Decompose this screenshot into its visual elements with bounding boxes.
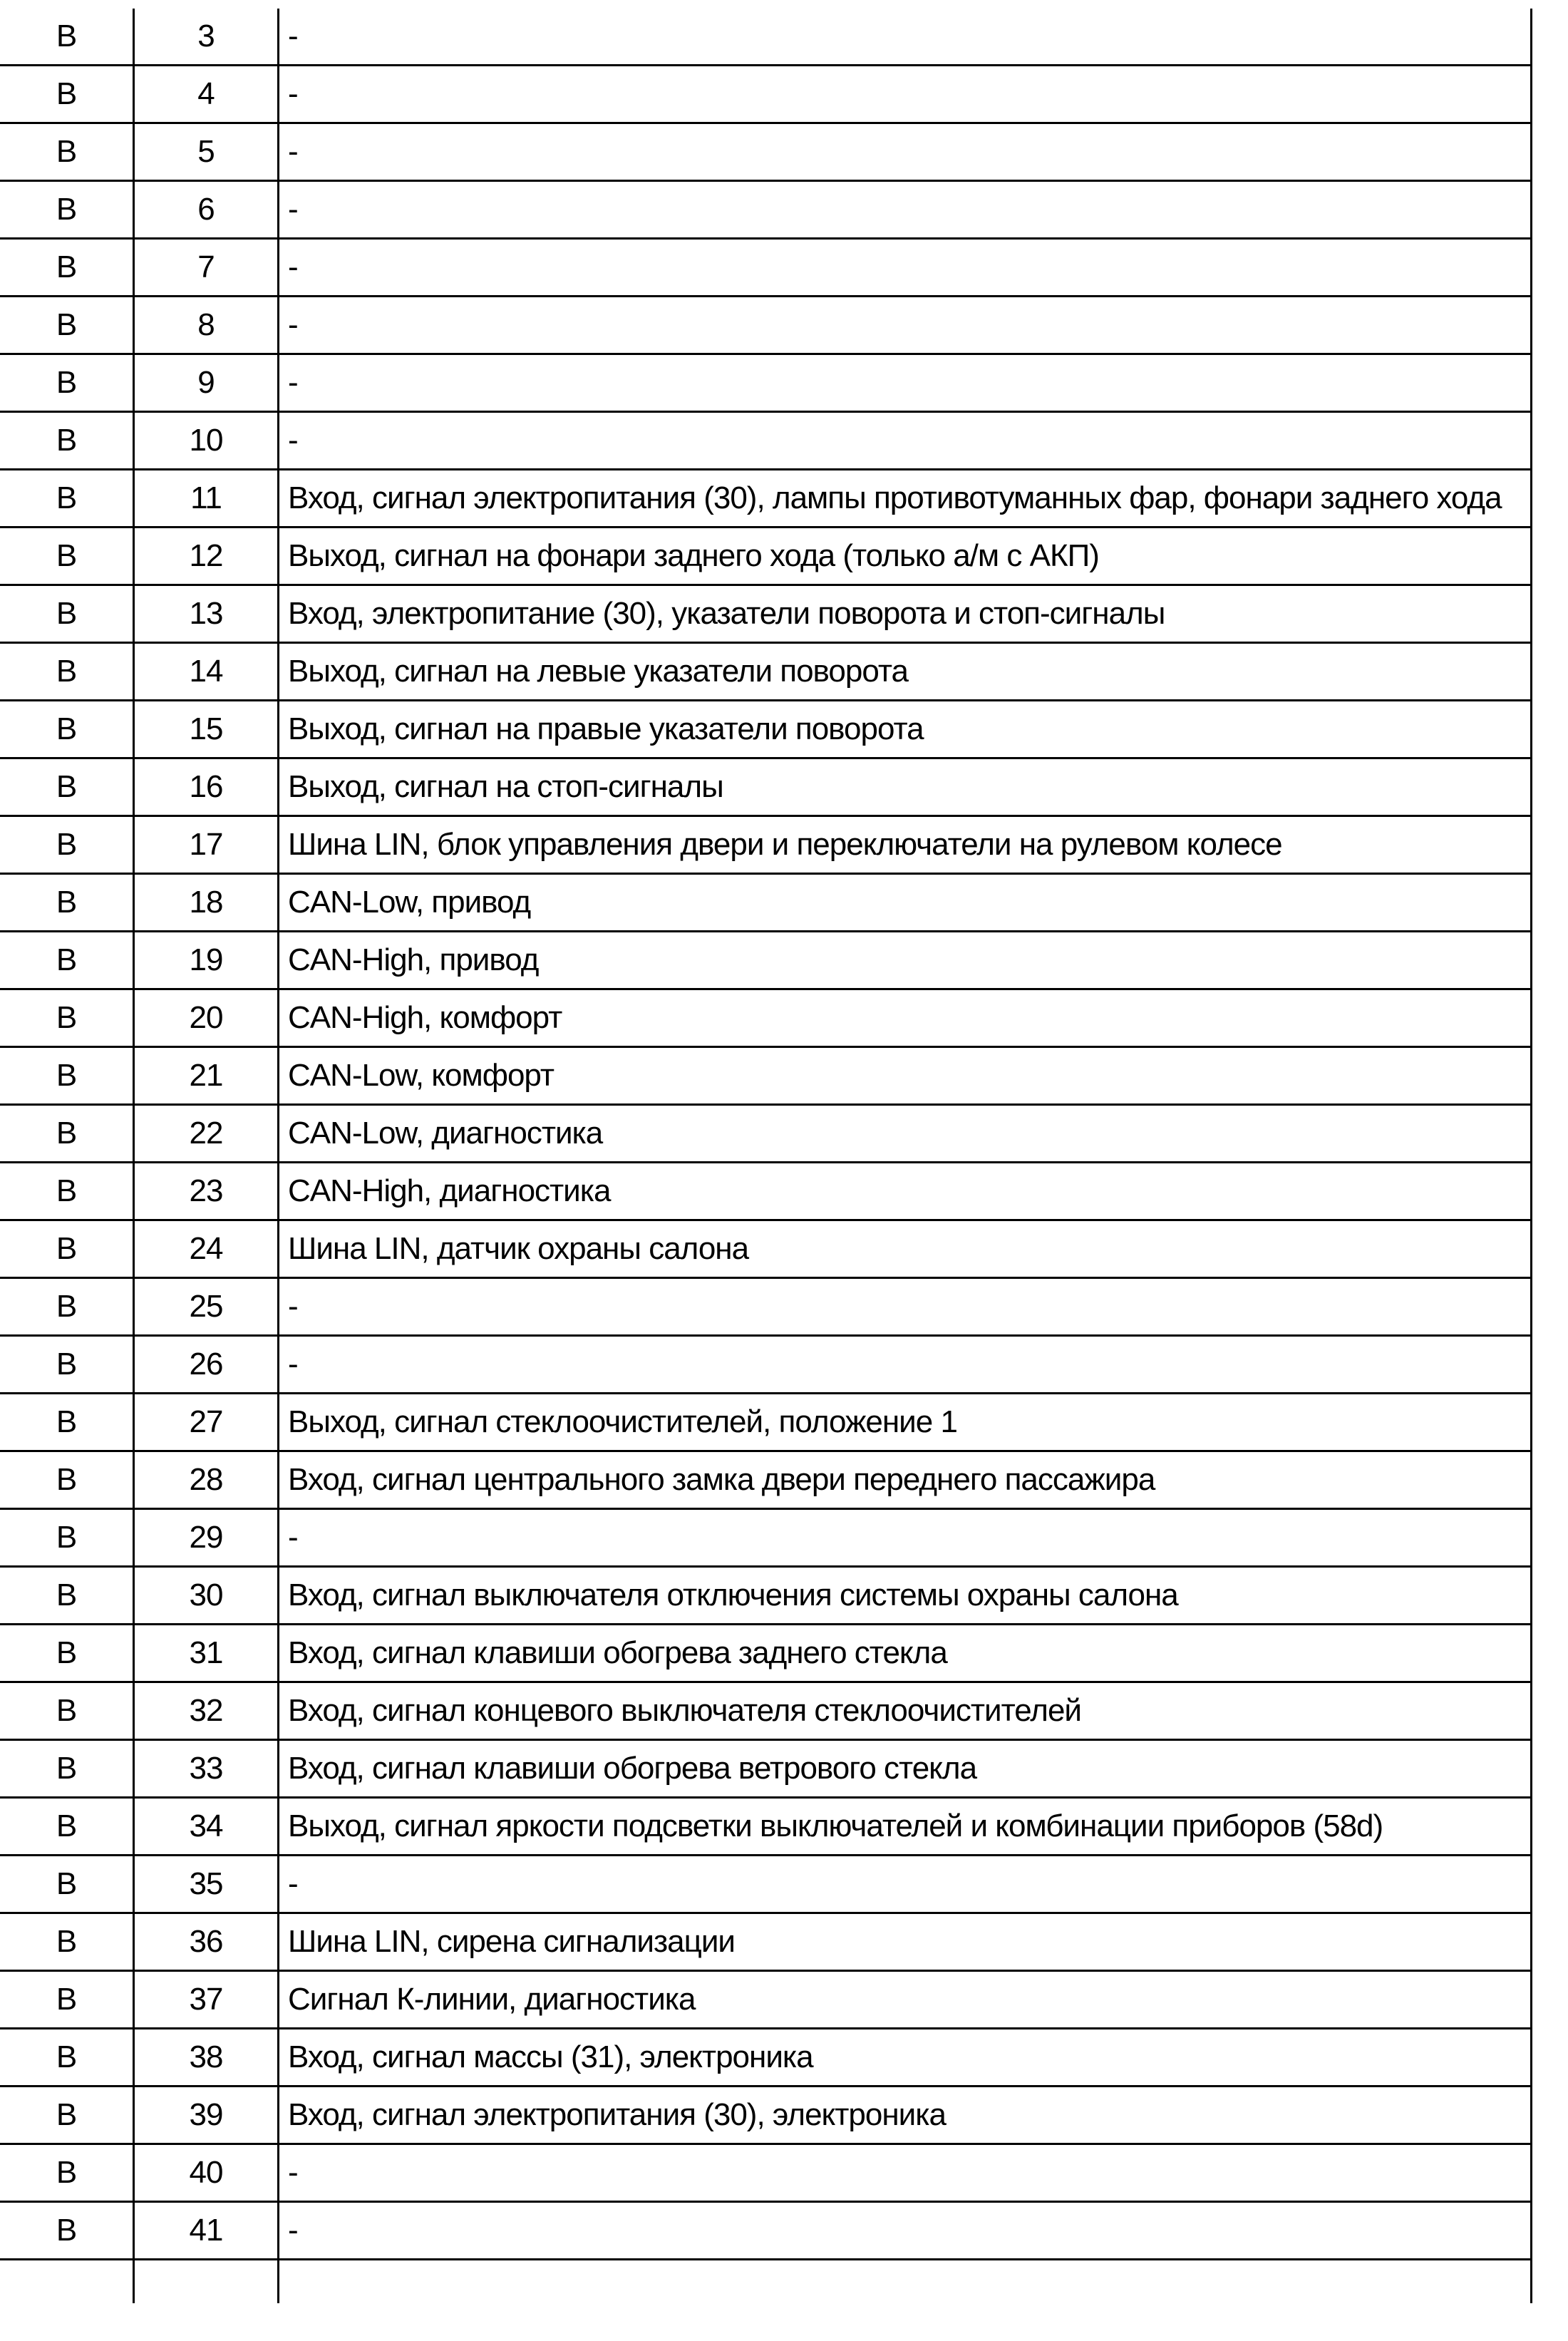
pin-cell: 11 <box>135 470 279 526</box>
table-row <box>0 1568 1532 1625</box>
pin-cell: 30 <box>135 1568 279 1623</box>
description-cell: Вход, электропитание (30), указатели поворота и стоп-сигналы <box>288 596 1165 631</box>
table-row <box>0 2145 1532 2203</box>
connector-cell: В <box>0 759 135 815</box>
description-cell: CAN-High, диагностика <box>288 1173 611 1208</box>
pin-cell: 24 <box>135 1221 279 1277</box>
description-cell: - <box>288 2155 298 2190</box>
connector-cell: В <box>0 817 135 873</box>
connector-cell: В <box>0 1625 135 1681</box>
description-cell: Вход, сигнал электропитания (30), лампы противотуманных фар, фонари заднего хода <box>288 480 1502 515</box>
description-cell: Вход, сигнал центрального замка двери переднего пассажира <box>288 1462 1155 1497</box>
table-row <box>0 1741 1532 1799</box>
pin-cell: 8 <box>135 297 279 353</box>
table-row <box>0 2260 1532 2303</box>
connector-cell: В <box>0 1568 135 1623</box>
description-cell: - <box>288 134 298 169</box>
description-cell: Вход, сигнал клавиши обогрева ветрового стекла <box>288 1751 977 1786</box>
table-row <box>0 1221 1532 1279</box>
table-row <box>0 1394 1532 1452</box>
table-row <box>0 182 1532 240</box>
connector-cell: В <box>0 1856 135 1912</box>
description-cell: CAN-High, комфорт <box>288 1000 562 1035</box>
table-row <box>0 1972 1532 2029</box>
table-row <box>0 9 1532 66</box>
pin-cell: 13 <box>135 586 279 642</box>
table-row <box>0 66 1532 124</box>
pin-cell: 6 <box>135 182 279 237</box>
description-cell: - <box>288 192 298 227</box>
description-cell: - <box>288 307 298 342</box>
table-row <box>0 124 1532 182</box>
pin-cell: 20 <box>135 990 279 1046</box>
document-page <box>0 9 1568 2341</box>
table-row <box>0 817 1532 875</box>
connector-cell: В <box>0 182 135 237</box>
connector-cell: В <box>0 1163 135 1219</box>
table-row <box>0 1106 1532 1163</box>
table-row <box>0 2029 1532 2087</box>
table-row <box>0 1799 1532 1856</box>
table-row <box>0 701 1532 759</box>
pin-cell: 12 <box>135 528 279 584</box>
table-row <box>0 644 1532 701</box>
connector-cell: В <box>0 1337 135 1392</box>
description-cell: Выход, сигнал на левые указатели поворота <box>288 654 909 689</box>
description-cell: CAN-High, привод <box>288 942 539 977</box>
pin-cell: 36 <box>135 1914 279 1970</box>
pin-cell: 18 <box>135 875 279 930</box>
connector-cell: В <box>0 2087 135 2143</box>
connector-cell <box>0 2260 135 2303</box>
table-row <box>0 470 1532 528</box>
table-row <box>0 875 1532 932</box>
pin-cell: 10 <box>135 413 279 468</box>
pin-cell: 3 <box>135 9 279 64</box>
pinout-table <box>0 9 1532 2303</box>
table-row <box>0 932 1532 990</box>
description-cell: CAN-Low, привод <box>288 885 531 920</box>
pin-cell: 19 <box>135 932 279 988</box>
connector-cell: В <box>0 2029 135 2085</box>
connector-cell: В <box>0 932 135 988</box>
connector-cell: В <box>0 586 135 642</box>
pin-cell <box>135 2260 279 2303</box>
connector-cell: В <box>0 1510 135 1565</box>
connector-cell: В <box>0 2145 135 2201</box>
connector-cell: В <box>0 470 135 526</box>
connector-cell: В <box>0 990 135 1046</box>
connector-cell: В <box>0 1048 135 1103</box>
description-cell: - <box>288 1520 298 1555</box>
description-cell: Вход, сигнал массы (31), электроника <box>288 2039 813 2074</box>
connector-cell: В <box>0 875 135 930</box>
connector-cell: В <box>0 1972 135 2027</box>
table-row <box>0 1914 1532 1972</box>
pin-cell: 5 <box>135 124 279 180</box>
table-row <box>0 2087 1532 2145</box>
description-cell <box>279 2260 1530 2303</box>
connector-cell: В <box>0 644 135 699</box>
table-row <box>0 1163 1532 1221</box>
description-cell: Выход, сигнал на правые указатели поворота <box>288 711 924 746</box>
description-cell: Выход, сигнал на стоп-сигналы <box>288 769 723 804</box>
pin-cell: 17 <box>135 817 279 873</box>
description-cell: - <box>288 19 298 53</box>
pin-cell: 39 <box>135 2087 279 2143</box>
table-row <box>0 297 1532 355</box>
connector-cell: В <box>0 1683 135 1739</box>
table-row <box>0 1625 1532 1683</box>
description-cell: - <box>288 1289 298 1324</box>
pin-cell: 9 <box>135 355 279 411</box>
table-row <box>0 1856 1532 1914</box>
pin-cell: 37 <box>135 1972 279 2027</box>
table-row <box>0 586 1532 644</box>
pin-cell: 23 <box>135 1163 279 1219</box>
connector-cell: В <box>0 124 135 180</box>
description-cell: - <box>288 249 298 284</box>
description-cell: - <box>288 365 298 400</box>
pin-cell: 26 <box>135 1337 279 1392</box>
pin-cell: 40 <box>135 2145 279 2201</box>
pin-cell: 29 <box>135 1510 279 1565</box>
connector-cell: В <box>0 355 135 411</box>
description-cell: Сигнал К-линии, диагностика <box>288 1982 696 2017</box>
table-row <box>0 1279 1532 1337</box>
connector-cell: В <box>0 1106 135 1161</box>
pin-cell: 21 <box>135 1048 279 1103</box>
description-cell: Шина LIN, датчик охраны салона <box>288 1231 749 1266</box>
description-cell: Шина LIN, блок управления двери и переключатели на рулевом колесе <box>288 827 1282 862</box>
description-cell: Вход, сигнал клавиши обогрева заднего стекла <box>288 1635 947 1670</box>
connector-cell: В <box>0 528 135 584</box>
pin-cell: 15 <box>135 701 279 757</box>
description-cell: Выход, сигнал на фонари заднего хода (только а/м с АКП) <box>288 538 1099 573</box>
connector-cell: В <box>0 1394 135 1450</box>
pin-cell: 41 <box>135 2203 279 2258</box>
pin-cell: 35 <box>135 1856 279 1912</box>
description-cell: CAN-Low, комфорт <box>288 1058 555 1093</box>
description-cell: Вход, сигнал выключателя отключения системы охраны салона <box>288 1578 1178 1612</box>
pin-cell: 16 <box>135 759 279 815</box>
pin-cell: 22 <box>135 1106 279 1161</box>
connector-cell: В <box>0 1221 135 1277</box>
table-row <box>0 1337 1532 1394</box>
table-row <box>0 528 1532 586</box>
connector-cell: В <box>0 240 135 295</box>
table-row <box>0 1683 1532 1741</box>
description-cell: - <box>288 423 298 458</box>
pin-cell: 31 <box>135 1625 279 1681</box>
description-cell: - <box>288 1866 298 1901</box>
pin-cell: 32 <box>135 1683 279 1739</box>
connector-cell: В <box>0 1741 135 1796</box>
table-row <box>0 1510 1532 1568</box>
connector-cell: В <box>0 1452 135 1508</box>
pin-cell: 34 <box>135 1799 279 1854</box>
description-cell: Выход, сигнал яркости подсветки выключателей и комбинации приборов (58d) <box>288 1809 1383 1843</box>
pin-cell: 25 <box>135 1279 279 1334</box>
pin-cell: 38 <box>135 2029 279 2085</box>
description-cell: - <box>288 2213 298 2248</box>
connector-cell: В <box>0 2203 135 2258</box>
description-cell: CAN-Low, диагностика <box>288 1116 603 1151</box>
description-cell: Вход, сигнал концевого выключателя стеклоочистителей <box>288 1693 1082 1728</box>
pin-cell: 28 <box>135 1452 279 1508</box>
connector-cell: В <box>0 701 135 757</box>
connector-cell: В <box>0 413 135 468</box>
table-row <box>0 240 1532 297</box>
description-cell: Выход, сигнал стеклоочистителей, положение 1 <box>288 1404 957 1439</box>
table-row <box>0 759 1532 817</box>
connector-cell: В <box>0 66 135 122</box>
connector-cell: В <box>0 9 135 64</box>
pin-cell: 27 <box>135 1394 279 1450</box>
pin-cell: 14 <box>135 644 279 699</box>
connector-cell: В <box>0 1799 135 1854</box>
description-cell: Вход, сигнал электропитания (30), электроника <box>288 2097 946 2132</box>
connector-cell: В <box>0 1914 135 1970</box>
description-cell: Шина LIN, сирена сигнализации <box>288 1924 735 1959</box>
connector-cell: В <box>0 1279 135 1334</box>
pin-cell: 33 <box>135 1741 279 1796</box>
table-row <box>0 2203 1532 2260</box>
table-row <box>0 1452 1532 1510</box>
connector-cell: В <box>0 297 135 353</box>
table-row <box>0 355 1532 413</box>
pin-cell: 4 <box>135 66 279 122</box>
pin-cell: 7 <box>135 240 279 295</box>
table-row <box>0 990 1532 1048</box>
description-cell: - <box>288 1347 298 1382</box>
description-cell: - <box>288 76 298 111</box>
table-row <box>0 413 1532 470</box>
table-row <box>0 1048 1532 1106</box>
